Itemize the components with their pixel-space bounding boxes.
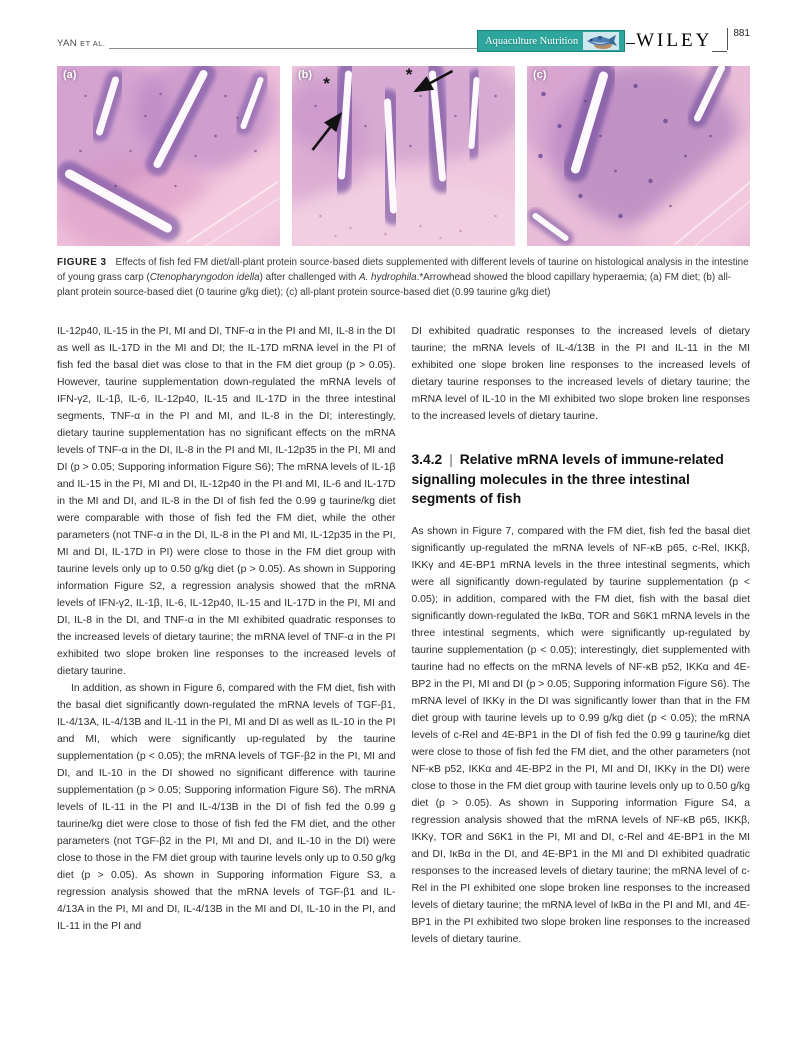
figure-caption-label: FIGURE 3 bbox=[57, 257, 107, 268]
figure-3 bbox=[57, 66, 750, 246]
body-columns bbox=[57, 323, 750, 948]
running-head bbox=[57, 38, 105, 52]
journal-badge-label: Aquaculture Nutrition bbox=[485, 35, 579, 47]
section-heading-divider: | bbox=[449, 452, 453, 467]
column-right bbox=[412, 323, 751, 948]
badge-wordmark-connector bbox=[626, 43, 635, 44]
fish-logo-icon bbox=[583, 32, 619, 50]
paragraph: As shown in Figure 7, compared with the FM diet, fish fed the basal diet significantly up-regulated the mRNA levels of NF-κB p65, c-Rel, IKKβ, IKKγ and 4E-BP1 mRNA levels in the three intestinal segments, which were all significantly down-regulated by taurine supplementation (p < 0.05); in addition, compared with the FM diet, fish with the basal diet significantly down-regulated the IκBα, TOR and S6K1 mRNA levels in the three intestinal segments, which were significantly up-regulated by taurine supplementation (p < 0.05); interestingly, diet supplemented with taurine had no effects on the mRNA levels of NF-κB p52, IKKα and 4E-BP2 in the PI, MI and DI (p > 0.05; Supporing information Figure S6). The mRNA level of IKKγ in the DI was significantly lower than that in the FM diet group with taurine levels up to 0.99 g/kg diet (p < 0.05); the mRNA levels of c-Rel and 4E-BP1 in the DI of fish fed the 0.99 g taurine/kg diet were close to those of fish fed the FM diet, and the other parameters (not NF-κB p52, IKKα and 4E-BP2 in the PI, MI and DI, IKKγ in the DI) were close to those in the FM diet group with taurine levels only up to 0.50 g/kg diet (p > 0.05). As shown in Supporing information Figure S4, a regression analysis showed that the mRNA levels of NF-κB p65, IKKβ, IKKγ, TOR and S6K1 in the PI, MI and DI, c-Rel and 4E-BP1 in the MI and DI, IκBα in the DI, and 4E-BP1 in the MI and DI exhibited quadratic responses to the increased levels of dietary taurine; the mRNA level of c-Rel in the PI exhibited one slope broken line responses to the increased levels of dietary taurine; the mRNA level of IκBα in the PI and MI, and 4E-BP1 in the PI exhibited two slope broken line responses to the increased levels of dietary taurine. bbox=[411, 525, 750, 945]
journal-badge bbox=[477, 30, 625, 52]
running-head-name: YAN bbox=[57, 38, 78, 49]
paragraph: IL-12p40, IL-15 in the PI, MI and DI, TNF-α in the PI and MI, IL-8 in the DI as well as IL-17D in the MI and DI; the IL-17D mRNA level in the PI of fish fed the basal diet was close to that in the FM diet group (p > 0.05). However, taurine supplementation down-regulated the mRNA levels of IFN-γ2, IL-1β, IL-6, IL-12p40, IL-15 and IL-17D in the three intestinal segments, TNF-α in the PI and MI, and IL-8 in the DI; interestingly, dietary taurine supplementation has no significant effects on the mRNA levels of TNF-α in the DI, IL-8 in the PI and MI, IL-12p35 in the PI, MI and DI (p > 0.05; Supporing information Figure S6); The mRNA levels of IL-1β and IL-15 in the PI, MI and DI, IL-12p40 in the PI and MI, IL-6 and IL-17D in the MI and DI, and IL-8 in the DI of fish fed the 0.99 g taurine/kg diet were comparable with those of fish fed the FM diet, while the other parameters (not TNF-α in the DI, IL-8 in the PI and MI, IL-12p35 in the PI, MI and DI, IL-17D in PI) were close to those in the FM diet group with taurine levels only up to 0.50 g/kg diet (p > 0.05). As shown in Supporing information Figure S2, a regression analysis showed that the mRNA levels of IFN-γ2, IL-1β, IL-6, IL-12p40, IL-15 and IL-17D in the PI, MI and DI, IL-8 in the DI, and TNF-α in the MI exhibited quadratic responses to the increased levels of dietary taurine; the mRNA level of TNF-α in the PI exhibited two slope broken line responses to the increased levels of dietary taurine. bbox=[57, 326, 396, 677]
section-number: 3.4.2 bbox=[411, 452, 443, 467]
panel-label-b: (b) bbox=[298, 69, 313, 81]
section-heading bbox=[412, 450, 751, 509]
page-number-block bbox=[727, 28, 750, 52]
histology-panel-b bbox=[292, 66, 515, 246]
header-rule bbox=[109, 48, 477, 49]
histology-panel-c bbox=[527, 66, 750, 246]
publisher-wordmark: WILEY bbox=[636, 30, 713, 51]
histology-panel-a bbox=[57, 66, 280, 246]
paragraph: In addition, as shown in Figure 6, compared with the FM diet, fish with the basal diet significantly down-regulated the mRNA levels of TGF-β1, IL-4/13A, IL-4/13B and IL-11 in the PI, MI and DI as well as IL-10 in the PI and MI, which were significantly up-regulated by the taurine supplementation (p < 0.05); the mRNA levels of TGF-β2 in the PI, MI and DI, and IL-10 in the DI showed no significant difference with taurine supplementation (p > 0.05; Supporing information Figure S6). The mRNA levels of IL-11 in the PI and IL-4/13B in the DI of fish fed the 0.99 g taurine/kg diet were close to those of fish fed the FM diet, and the other parameters (not TGF-β2 in the PI, MI and DI, and IL-10 in the DI) were close to those in the FM diet group with taurine levels only up to 0.50 g/kg diet (p > 0.05). As shown in Supporing information Figure S3, a regression analysis showed that the mRNA levels of TGF-β1 and IL-4/13A in the PI, MI and DI, IL-4/13B in the MI and DI, IL-10 in the PI, and IL-11 in the PI and bbox=[57, 683, 396, 932]
asterisk-annotation: * bbox=[323, 73, 330, 93]
page-header bbox=[57, 28, 750, 52]
panel-label-c: (c) bbox=[533, 69, 547, 81]
paragraph: DI exhibited quadratic responses to the increased levels of dietary taurine; the mRNA levels of IL-4/13B in the PI and IL-11 in the MI exhibited one slope broken line responses to the increased levels of dietary taurine responses to the increased levels of dietary taurine; the mRNA level of IL-10 in the MI exhibited two slope broken line responses to the increased levels of dietary taurine. bbox=[411, 326, 750, 422]
figure-caption-text: Effects of fish fed FM diet/all-plant protein source-based diets supplemented with different levels of taurine on histological analysis in the intestine of young grass carp (Ctenopharyngodon idella) after challenged with A. hydrophila.*Arrowhead showed the blood capillary hyperaemia; (a) FM diet; (b) all-plant protein source-based diet (0 taurine g/kg diet); (c) all-plant protein source-based diet (0.99 taurine g/kg diet) bbox=[57, 257, 749, 298]
column-left bbox=[57, 323, 396, 948]
page-number: 881 bbox=[733, 28, 750, 39]
asterisk-annotation: * bbox=[405, 66, 413, 84]
figure-caption bbox=[57, 255, 750, 300]
header-corner-rule bbox=[712, 33, 727, 52]
running-head-suffix: ET AL. bbox=[80, 39, 106, 48]
section-title: Relative mRNA levels of immune-related signalling molecules in the three intestinal segments of fish bbox=[411, 452, 724, 506]
panel-label-a: (a) bbox=[63, 69, 77, 81]
